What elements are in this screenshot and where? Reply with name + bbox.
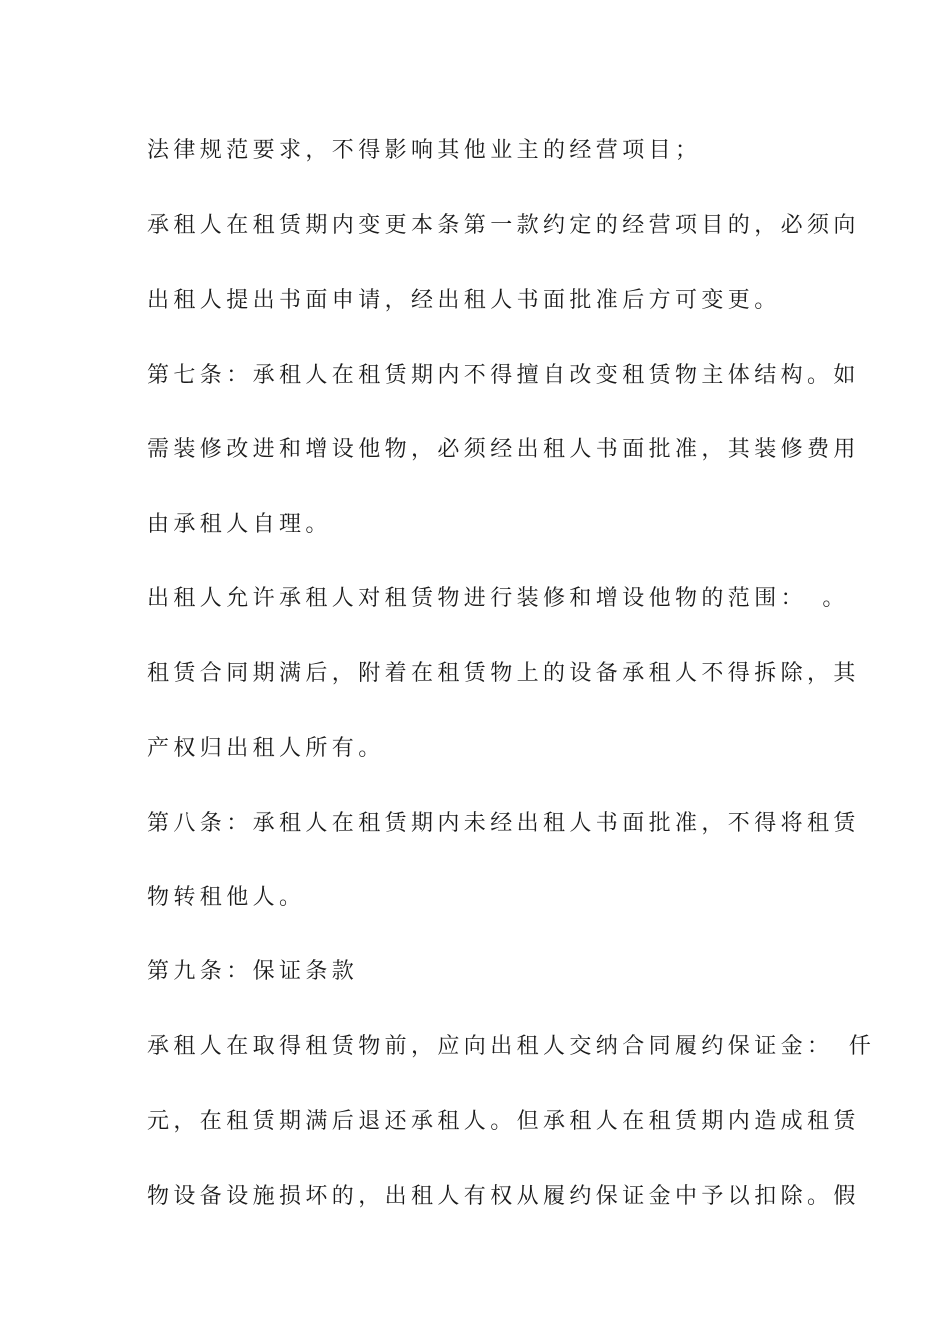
- text-line-6: 由承租人自理。: [147, 512, 332, 537]
- text-line-8: 租赁合同期满后，附着在租赁物上的设备承租人不得拆除，其: [147, 661, 860, 686]
- text-line-2: 承租人在租赁期内变更本条第一款约定的经营项目的，必须向: [147, 213, 860, 238]
- text-line-11: 物转租他人。: [147, 885, 306, 910]
- text-line-10: 第八条：承租人在租赁期内未经出租人书面批准，不得将租赁: [147, 811, 860, 836]
- text-line-1: 法律规范要求，不得影响其他业主的经营项目；: [147, 138, 702, 163]
- text-line-15: 物设备设施损坏的，出租人有权从履约保证金中予以扣除。假: [147, 1184, 860, 1209]
- text-line-14: 元，在租赁期满后退还承租人。但承租人在租赁期内造成租赁: [147, 1109, 860, 1134]
- text-line-5: 需装修改进和增设他物，必须经出租人书面批准，其装修费用: [147, 437, 860, 462]
- text-line-9: 产权归出租人所有。: [147, 736, 385, 761]
- text-line-7: 出租人允许承租人对租赁物进行装修和增设他物的范围： 。: [147, 586, 849, 611]
- text-line-13: 承租人在取得租赁物前，应向出租人交纳合同履约保证金： 仟: [147, 1034, 876, 1059]
- text-line-4: 第七条：承租人在租赁期内不得擅自改变租赁物主体结构。如: [147, 363, 860, 388]
- text-line-12: 第九条：保证条款: [147, 959, 359, 984]
- text-line-3: 出租人提出书面申请，经出租人书面批准后方可变更。: [147, 288, 781, 313]
